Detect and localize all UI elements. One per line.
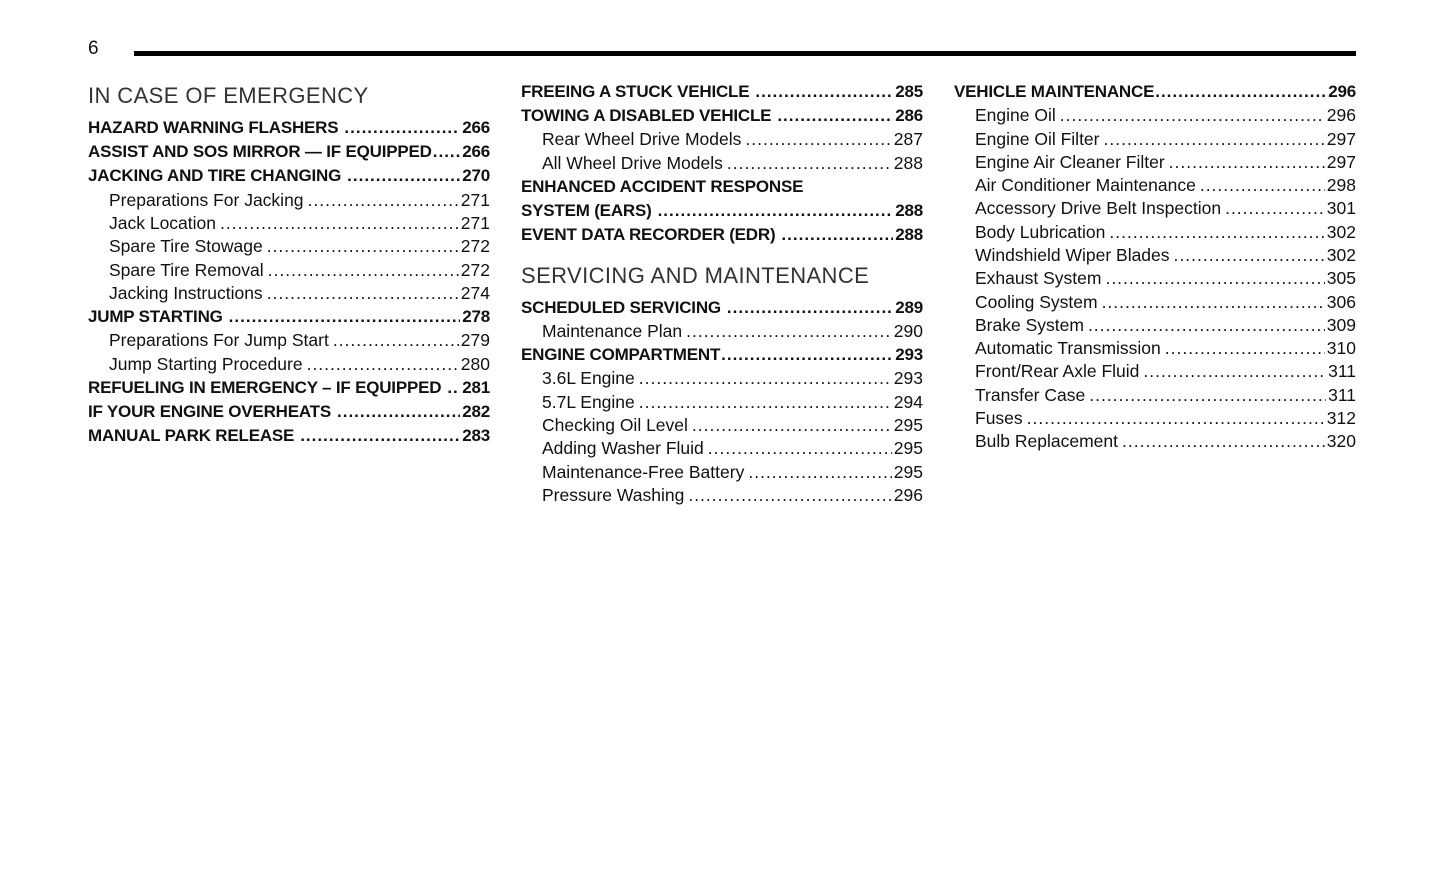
entry-title: Brake System (975, 314, 1084, 335)
toc-entry-towing-disabled-vehicle[interactable] (521, 104, 923, 128)
leader-dots (1105, 267, 1324, 290)
toc-entry-bulb-replacement[interactable] (954, 430, 1356, 453)
toc-entry-spare-tire-removal[interactable] (88, 259, 490, 282)
entry-title: Jack Location (109, 212, 217, 233)
leader-dots (777, 104, 893, 128)
toc-entry-ears-line1[interactable]: ENHANCED ACCIDENT RESPONSE (521, 177, 804, 196)
entry-page: 296 (1328, 82, 1356, 101)
toc-entry-jump-starting-procedure[interactable] (88, 353, 490, 376)
leader-dots (658, 199, 894, 223)
leader-dots (1027, 407, 1325, 430)
leader-dots (1155, 80, 1326, 104)
entry-title: HAZARD WARNING FLASHERS (88, 118, 339, 137)
toc-entry-front-rear-axle-fluid[interactable] (954, 360, 1356, 383)
toc-entry-ears-system[interactable] (521, 199, 923, 223)
entry-page: 296 (1326, 105, 1356, 126)
leader-dots (220, 212, 459, 235)
section-title-emergency: IN CASE OF EMERGENCY (88, 83, 369, 108)
leader-dots (1165, 337, 1325, 360)
toc-entry-air-conditioner-maintenance[interactable] (954, 174, 1356, 197)
entry-page: 266 (462, 118, 490, 137)
entry-page: 301 (1326, 198, 1356, 219)
leader-dots (1225, 197, 1325, 220)
page-number: 6 (88, 38, 99, 59)
toc-entry-spare-tire-stowage[interactable] (88, 235, 490, 258)
entry-title: SYSTEM (EARS) (521, 201, 652, 221)
entry-title: Spare Tire Stowage (109, 236, 263, 257)
leader-dots (1122, 430, 1325, 453)
entry-title: Fuses (975, 408, 1023, 429)
entry-page: 311 (1328, 361, 1356, 382)
leader-dots (755, 80, 893, 104)
leader-dots (433, 140, 460, 164)
entry-title: Accessory Drive Belt Inspection (975, 198, 1222, 219)
entry-page: 302 (1326, 221, 1356, 242)
entry-title: Rear Wheel Drive Models (542, 129, 742, 150)
entry-page: 290 (893, 320, 923, 341)
entry-title: 3.6L Engine (542, 368, 635, 389)
toc-entry-refueling-in-emergency[interactable] (88, 376, 490, 400)
leader-dots (267, 282, 459, 305)
entry-title: Front/Rear Axle Fluid (975, 361, 1140, 382)
entry-title: Pressure Washing (542, 484, 685, 505)
entry-title: Exhaust System (975, 268, 1102, 289)
toc-entry-jack-location[interactable] (88, 212, 490, 235)
entry-page: 296 (893, 484, 923, 505)
leader-dots (308, 189, 459, 212)
leader-dots (781, 223, 893, 247)
entry-page: 295 (893, 461, 923, 482)
toc-entry-fuses[interactable] (954, 407, 1356, 430)
entry-page: 271 (460, 189, 490, 210)
entry-page: 270 (462, 166, 490, 186)
entry-title: Body Lubrication (975, 221, 1106, 242)
toc-entry-scheduled-servicing[interactable] (521, 296, 923, 320)
toc-entry-automatic-transmission[interactable] (954, 337, 1356, 360)
entry-title: Automatic Transmission (975, 338, 1161, 359)
entry-page: 286 (895, 106, 923, 126)
toc-entry-event-data-recorder[interactable] (521, 223, 923, 247)
entry-title: Transfer Case (975, 384, 1086, 405)
toc-entry-jacking-instructions[interactable] (88, 282, 490, 305)
toc-entry-preparations-for-jump-start[interactable] (88, 329, 490, 352)
entry-page: 281 (462, 377, 490, 397)
toc-entry-engine-air-cleaner-filter[interactable] (954, 151, 1356, 174)
entry-title: Jacking Instructions (109, 282, 263, 303)
entry-title: SCHEDULED SERVICING (521, 297, 721, 317)
entry-page: 271 (460, 212, 490, 233)
entry-page: 282 (462, 402, 490, 422)
leader-dots (229, 305, 461, 329)
entry-title: JACKING AND TIRE CHANGING (88, 166, 342, 186)
entry-title: Adding Washer Fluid (542, 438, 704, 459)
toc-entry-vehicle-maintenance[interactable] (954, 80, 1356, 104)
entry-page: 278 (462, 307, 490, 327)
entry-page: 295 (893, 438, 923, 459)
toc-entry-engine-compartment[interactable] (521, 343, 923, 367)
entry-page: 274 (460, 282, 490, 303)
entry-page: 297 (1326, 128, 1356, 149)
entry-title: MANUAL PARK RELEASE (88, 426, 295, 446)
leader-dots (686, 320, 892, 343)
leader-dots (267, 235, 459, 258)
entry-page: 297 (1326, 151, 1356, 172)
toc-entry-jump-starting[interactable] (88, 305, 490, 329)
entry-title: IF YOUR ENGINE OVERHEATS (88, 402, 331, 422)
entry-page: 298 (1326, 175, 1356, 196)
toc-column-3 (954, 80, 1356, 454)
leader-dots (1174, 244, 1325, 267)
entry-title: FREEING A STUCK VEHICLE (521, 82, 750, 101)
toc-entry-exhaust-system[interactable] (954, 267, 1356, 290)
entry-page: 283 (462, 426, 490, 446)
leader-dots (1089, 384, 1326, 407)
leader-dots (1104, 128, 1325, 151)
entry-page: 288 (895, 201, 923, 221)
toc-entry-3-6l-engine[interactable] (521, 367, 923, 390)
entry-page: 305 (1326, 268, 1356, 289)
entry-title: TOWING A DISABLED VEHICLE (521, 106, 772, 126)
entry-title: Windshield Wiper Blades (975, 244, 1170, 265)
entry-page: 289 (895, 297, 923, 317)
entry-title: Engine Oil (975, 105, 1056, 126)
entry-page: 266 (462, 142, 490, 162)
leader-dots (721, 343, 893, 367)
leader-dots (1109, 221, 1324, 244)
leader-dots (727, 296, 893, 320)
entry-page: 295 (893, 414, 923, 435)
toc-entry-hazard-warning-flashers[interactable] (88, 116, 490, 140)
toc-entry-engine-overheats[interactable] (88, 400, 490, 424)
entry-page: 312 (1326, 408, 1356, 429)
toc-entry-adding-washer-fluid[interactable] (521, 437, 923, 460)
entry-page: 306 (1326, 291, 1356, 312)
leader-dots (1060, 104, 1325, 127)
toc-entry-preparations-for-jacking[interactable] (88, 189, 490, 212)
entry-title: Spare Tire Removal (109, 259, 264, 280)
entry-page: 302 (1326, 244, 1356, 265)
leader-dots (692, 414, 892, 437)
leader-dots (333, 329, 459, 352)
leader-dots (447, 376, 460, 400)
entry-page: 310 (1326, 338, 1356, 359)
entry-page: 272 (460, 259, 490, 280)
entry-page: 285 (895, 82, 923, 101)
leader-dots (337, 400, 460, 424)
entry-title: Maintenance Plan (542, 320, 683, 341)
toc-entry-freeing-stuck-vehicle[interactable] (521, 80, 923, 104)
leader-dots (1088, 314, 1325, 337)
leader-dots (1169, 151, 1325, 174)
entry-title: REFUELING IN EMERGENCY – IF EQUIPPED (88, 377, 442, 397)
leader-dots (300, 424, 460, 448)
leader-dots (347, 164, 460, 188)
entry-title: Preparations For Jump Start (109, 330, 329, 351)
entry-page: 288 (895, 225, 923, 245)
toc-entry-maintenance-free-battery[interactable] (521, 461, 923, 484)
entry-title: Cooling System (975, 291, 1098, 312)
entry-page: 293 (895, 345, 923, 365)
entry-page: 320 (1326, 431, 1356, 452)
entry-title: Engine Oil Filter (975, 128, 1100, 149)
leader-dots (727, 152, 892, 175)
section-title-servicing: SERVICING AND MAINTENANCE (521, 262, 870, 288)
leader-dots (688, 484, 891, 507)
entry-title: All Wheel Drive Models (542, 152, 723, 173)
leader-dots (268, 259, 459, 282)
leader-dots (708, 437, 892, 460)
toc-entry-pressure-washing[interactable] (521, 484, 923, 507)
toc-entry-checking-oil-level[interactable] (521, 414, 923, 437)
entry-title: ENGINE COMPARTMENT (521, 345, 721, 365)
toc-entry-transfer-case[interactable] (954, 384, 1356, 407)
leader-dots (748, 461, 891, 484)
entry-page: 272 (460, 236, 490, 257)
entry-page: 293 (893, 368, 923, 389)
entry-title: JUMP STARTING (88, 307, 223, 327)
toc-entry-manual-park-release[interactable] (88, 424, 490, 448)
entry-title: Bulb Replacement (975, 431, 1118, 452)
toc-column-2 (521, 80, 923, 507)
entry-title: 5.7L Engine (542, 391, 635, 412)
entry-title: Preparations For Jacking (109, 189, 304, 210)
entry-title: Maintenance-Free Battery (542, 461, 745, 482)
entry-title: Jump Starting Procedure (109, 353, 303, 374)
entry-title: VEHICLE MAINTENANCE (954, 82, 1155, 101)
leader-dots (307, 353, 459, 376)
toc-entry-maintenance-plan[interactable] (521, 320, 923, 343)
entry-page: 294 (893, 391, 923, 412)
entry-title: Engine Air Cleaner Filter (975, 151, 1165, 172)
toc-entry-5-7l-engine[interactable] (521, 391, 923, 414)
toc-entry-jacking-tire-changing[interactable] (88, 164, 490, 188)
entry-title: ASSIST AND SOS MIRROR — IF EQUIPPED (88, 142, 432, 162)
entry-page: 279 (460, 330, 490, 351)
entry-title: Checking Oil Level (542, 414, 688, 435)
toc-entry-body-lubrication[interactable] (954, 221, 1356, 244)
entry-page: 309 (1326, 314, 1356, 335)
leader-dots (1143, 360, 1326, 383)
toc-entry-all-wheel-drive-models[interactable] (521, 152, 923, 175)
entry-page: 288 (893, 152, 923, 173)
leader-dots (745, 128, 891, 151)
toc-entry-brake-system[interactable] (954, 314, 1356, 337)
leader-dots (344, 116, 460, 140)
toc-entry-engine-oil-filter[interactable] (954, 128, 1356, 151)
entry-page: 280 (460, 353, 490, 374)
toc-entry-cooling-system[interactable] (954, 291, 1356, 314)
leader-dots (639, 391, 892, 414)
toc-entry-engine-oil[interactable] (954, 104, 1356, 127)
toc-column-1 (88, 80, 490, 449)
header-rule (134, 51, 1356, 56)
toc-entry-rear-wheel-drive-models[interactable] (521, 128, 923, 151)
entry-page: 287 (893, 129, 923, 150)
leader-dots (1102, 291, 1325, 314)
toc-entry-assist-sos-mirror[interactable] (88, 140, 490, 164)
leader-dots (639, 367, 892, 390)
toc-entry-windshield-wiper-blades[interactable] (954, 244, 1356, 267)
entry-title: Air Conditioner Maintenance (975, 175, 1196, 196)
entry-page: 311 (1328, 384, 1356, 405)
leader-dots (1200, 174, 1325, 197)
entry-title: EVENT DATA RECORDER (EDR) (521, 225, 776, 245)
toc-entry-accessory-drive-belt-inspection[interactable] (954, 197, 1356, 220)
